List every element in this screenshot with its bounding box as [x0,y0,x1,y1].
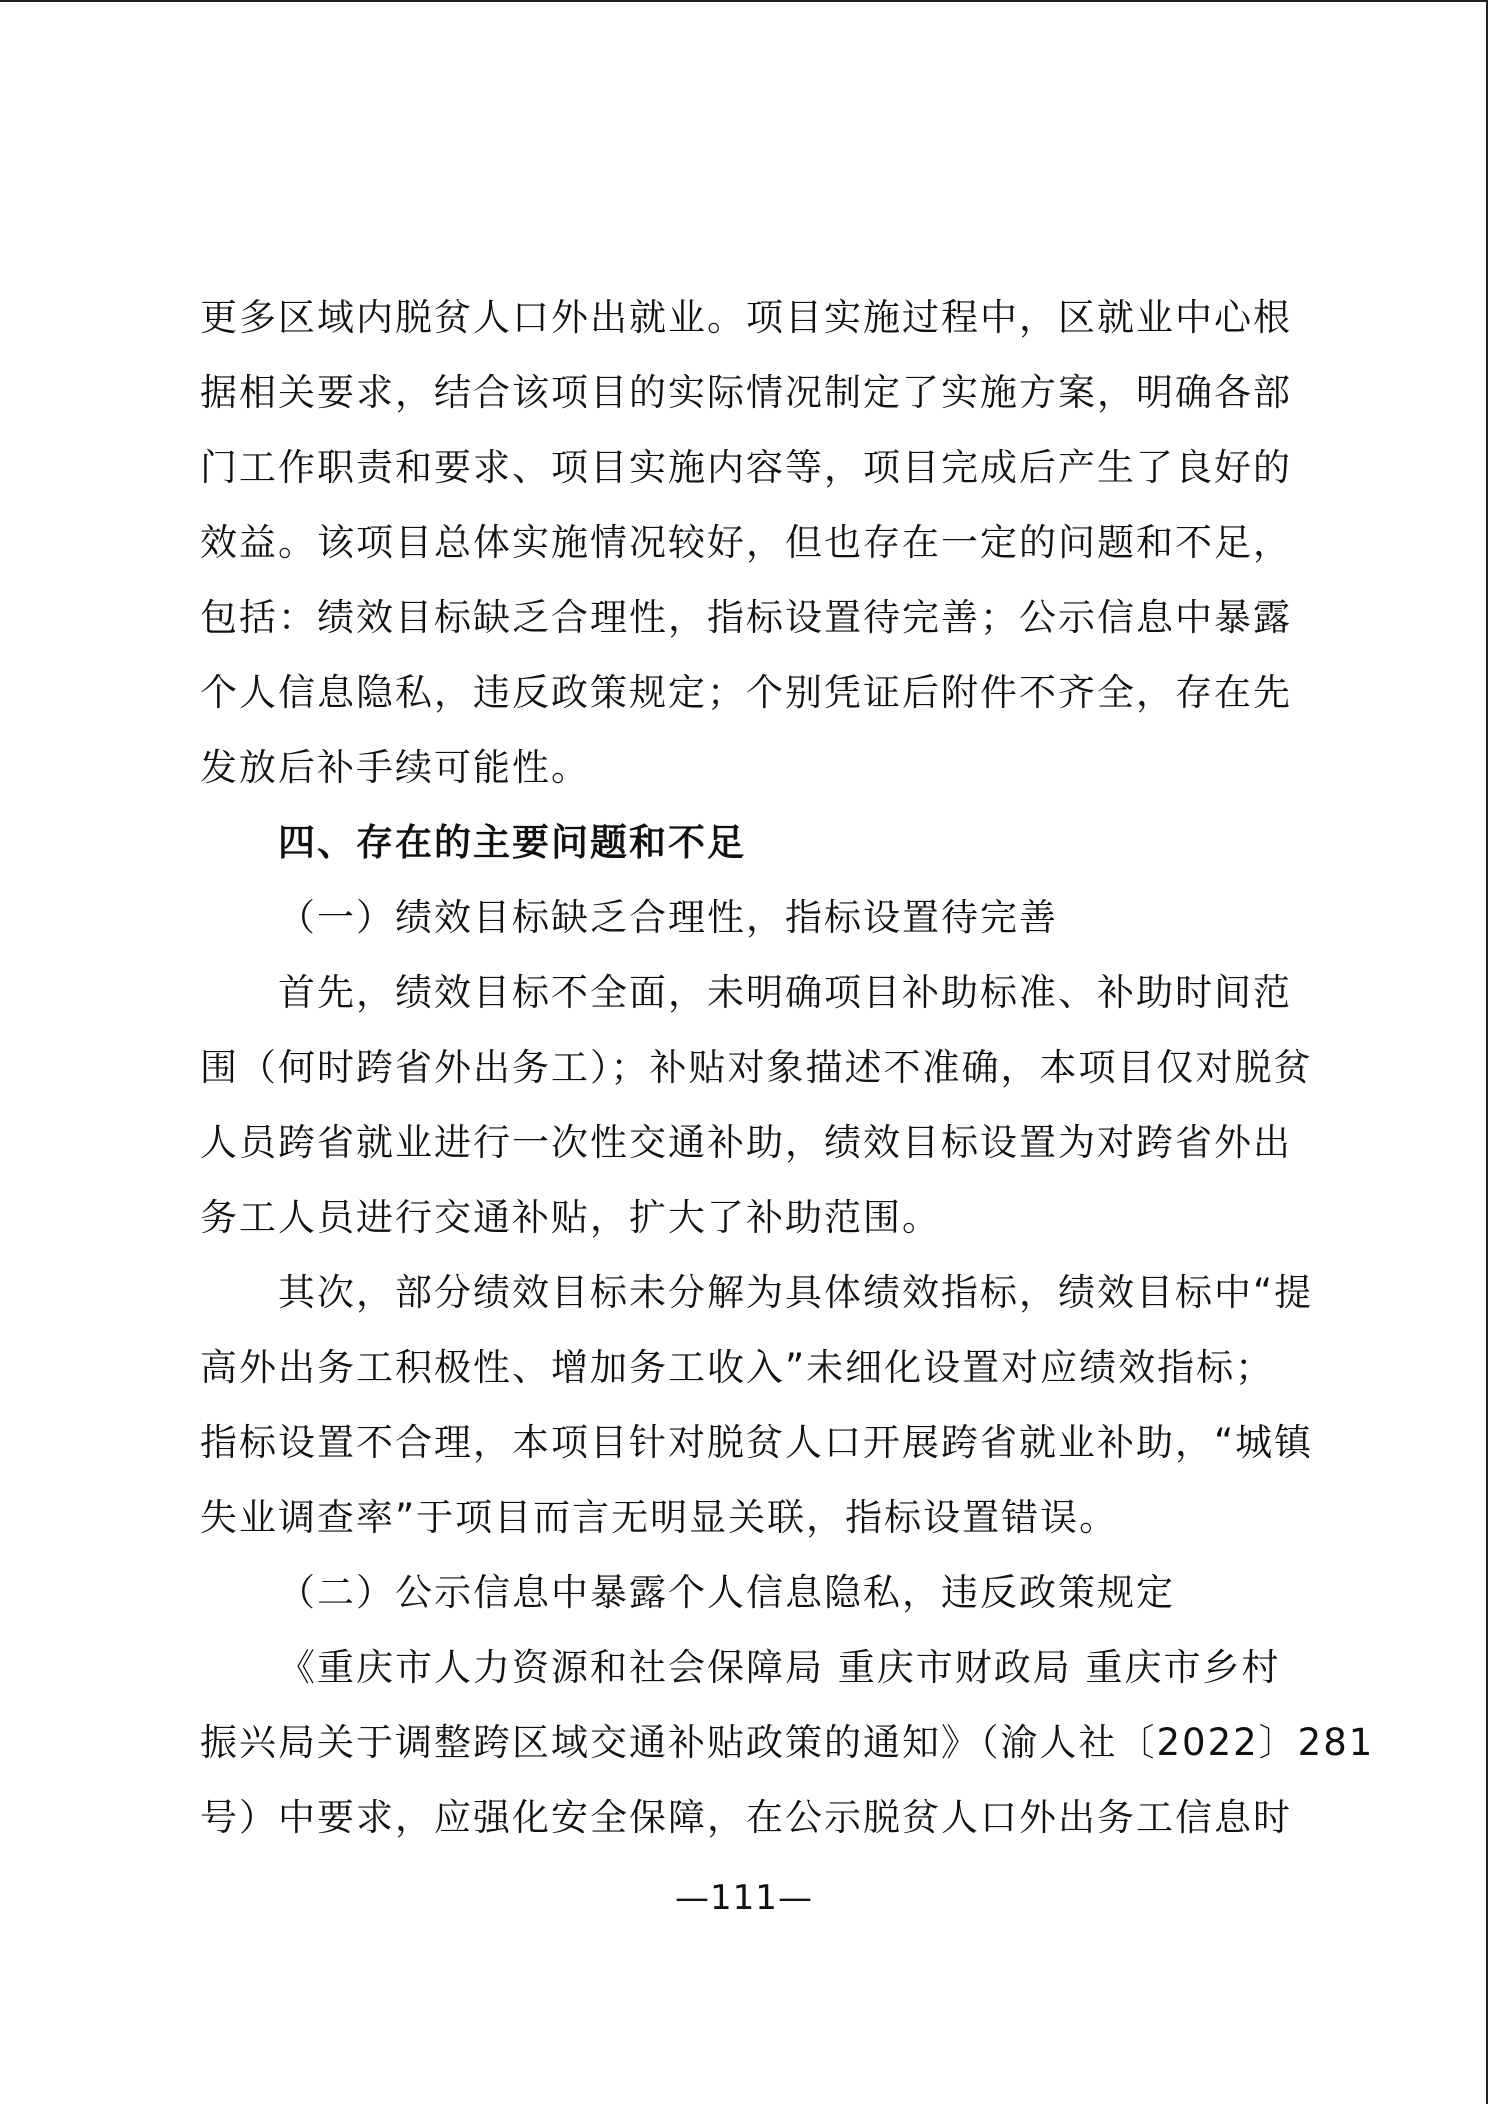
text-line: （二）公示信息中暴露个人信息隐私，违反政策规定 [278,1571,1175,1614]
text-line: 号）中要求，应强化安全保障，在公示脱贫人口外出务工信息时 [200,1796,1292,1839]
text-line: 务工人员进行交通补贴，扩大了补助范围。 [200,1196,941,1239]
text-line: 其次，部分绩效目标未分解为具体绩效指标，绩效目标中“提 [278,1271,1314,1314]
text-line: 发放后补手续可能性。 [200,746,590,789]
text-line: 门工作职责和要求、项目实施内容等，项目完成后产生了良好的 [200,446,1292,489]
text-line: 失业调查率”于项目而言无明显关联，指标设置错误。 [200,1496,1119,1539]
section-heading: 四、存在的主要问题和不足 [278,821,746,864]
text-line: 据相关要求，结合该项目的实际情况制定了实施方案，明确各部 [200,371,1292,414]
top-border-rule [0,0,1488,2]
text-line: 高外出务工积极性、增加务工收入”未细化设置对应绩效指标； [200,1346,1275,1389]
text-line: 指标设置不合理，本项目针对脱贫人口开展跨省就业补助，“城镇 [200,1421,1314,1464]
text-line: 个人信息隐私，违反政策规定；个别凭证后附件不齐全，存在先 [200,671,1292,714]
text-line: 人员跨省就业进行一次性交通补助，绩效目标设置为对跨省外出 [200,1121,1292,1164]
text-line: 包括：绩效目标缺乏合理性，指标设置待完善；公示信息中暴露 [200,596,1292,639]
text-line: 振兴局关于调整跨区域交通补贴政策的通知》（渝人社〔2022〕281 [200,1721,1375,1764]
text-line: 《重庆市人力资源和社会保障局 重庆市财政局 重庆市乡村 [278,1646,1281,1689]
text-line: 更多区域内脱贫人口外出就业。项目实施过程中，区就业中心根 [200,296,1292,339]
text-line: 效益。该项目总体实施情况较好，但也存在一定的问题和不足， [200,521,1292,564]
text-line: 围（何时跨省外出务工）；补贴对象描述不准确，本项目仅对脱贫 [200,1046,1313,1089]
document-body [200,280,1375,1855]
text-line: （一）绩效目标缺乏合理性，指标设置待完善 [278,896,1058,939]
text-line: 首先，绩效目标不全面，未明确项目补助标准、补助时间范 [278,971,1292,1014]
page-number: —111— [675,1878,813,1918]
